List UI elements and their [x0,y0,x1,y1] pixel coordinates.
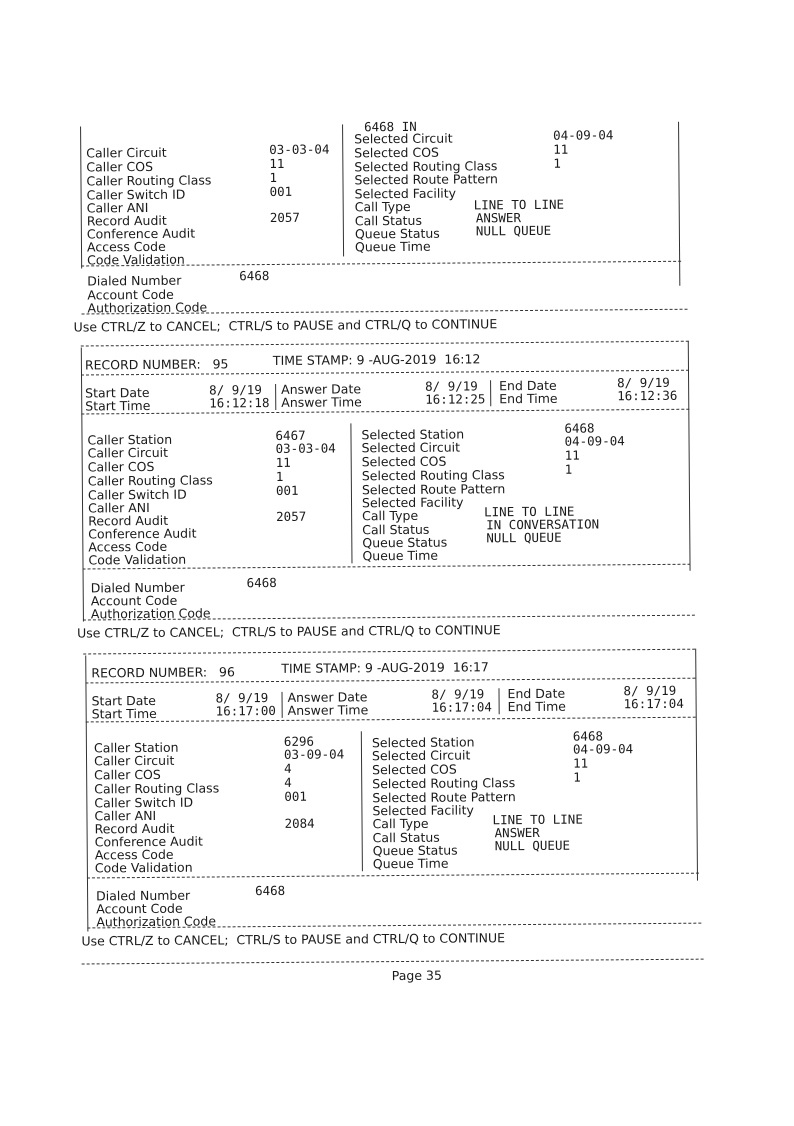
label-queue-time: Queue Time [372,855,449,872]
label-caller-cos: Caller COS [94,766,161,783]
label-queue-status: Queue Status [362,534,448,551]
queue-status-value: NULL QUEUE [475,222,552,239]
label-caller-ani: Caller ANI [87,499,150,516]
label-dialed-number: Dialed Number [90,579,185,596]
label-end-time: End Time [499,390,558,407]
selected-routing-class-value: 1 [573,769,581,785]
call-status-value: ANSWER [494,824,540,841]
label-conference-audit: Conference Audit [88,525,197,542]
call-status-value: IN CONVERSATION [486,516,600,533]
caller-circuit-value: 03-03-04 [275,440,336,456]
label-selected-circuit: Selected Circuit [354,130,453,147]
label-authorization-code: Authorization Code [96,913,217,930]
label-account-code: Account Code [96,900,183,917]
call-type-value: LINE TO LINE [492,811,583,828]
answer-time-value: 16:17:04 [431,699,492,715]
label-code-validation: Code Validation [88,551,187,568]
record-number-label: RECORD NUMBER: 96 [91,664,235,681]
page-number: Page 35 [391,967,442,984]
start-time-value: 16:17:00 [215,702,276,719]
label-selected-cos: Selected COS [354,144,440,161]
selected-cos-value: 11 [564,447,580,463]
label-conference-audit: Conference Audit [94,833,203,850]
record-audit-value: 2084 [284,815,315,831]
label-caller-switch-id: Caller Switch ID [86,186,186,203]
label-caller-cos: Caller COS [87,458,155,475]
label-selected-circuit: Selected Circuit [361,439,461,456]
selected-station-value: 6468 IN [364,118,417,135]
label-caller-circuit: Caller Circuit [93,752,175,769]
label-selected-routing-class: Selected Routing Class [372,775,516,792]
selected-cos-value: 11 [553,141,569,157]
label-start-date: Start Date [85,384,150,401]
label-selected-station: Selected Station [361,426,465,443]
caller-circuit-value: 03-03-04 [269,141,330,158]
selected-circuit-value: 04-09-04 [553,127,614,143]
label-caller-routing-class: Caller Routing Class [94,780,220,797]
time-stamp-value: 9 -AUG-2019 16:12 [356,351,481,368]
caller-switch-id-value: 001 [269,183,293,200]
selected-routing-class-value: 1 [564,461,573,477]
queue-status-value: NULL QUEUE [486,529,562,546]
label-selected-facility: Selected Facility [354,185,457,202]
record-number-label: RECORD NUMBER: 95 [84,356,229,373]
label-selected-station: Selected Station [371,734,475,751]
selected-routing-class-value: 1 [553,155,561,171]
partial-record [0,0,790,335]
time-stamp: TIME STAMP: 9 -AUG-2019 16:12 [272,351,481,368]
record-number-value: 95 [212,356,229,372]
caller-switch-id-value: 001 [284,788,307,804]
label-caller-circuit: Caller Circuit [86,144,167,161]
label-selected-facility: Selected Facility [372,802,474,819]
label-end-date: End Date [499,377,557,394]
label-call-type: Call Type [362,507,419,524]
label-call-type: Call Type [372,815,429,832]
label-answer-date: Answer Date [287,689,368,705]
label-caller-cos: Caller COS [86,158,154,175]
answer-date-value: 8/ 9/19 [425,378,478,394]
caller-circuit-value: 03-09-04 [283,746,345,762]
call-type-value: LINE TO LINE [473,196,565,213]
start-date-value: 8/ 9/19 [215,690,269,706]
caller-routing-class-value: 1 [275,468,284,484]
call-status-value: ANSWER [475,210,522,226]
selected-station-value: 6468 [572,728,604,744]
record-number-value: 96 [218,664,235,680]
label-account-code: Account Code [90,592,178,609]
label-call-status: Call Status [372,829,440,846]
label-selected-route-pattern: Selected Route Pattern [354,171,498,188]
label-dialed-number: Dialed Number [96,887,191,904]
start-time-value: 16:12:18 [209,395,270,411]
call-record-95 [0,340,793,641]
label-call-status: Call Status [354,212,423,229]
dialed-number-value: 6468 [255,882,286,899]
keyboard-prompt: Use CTRL/Z to CANCEL; CTRL/S to PAUSE and CTRL/Q to CONTINUE [73,316,498,335]
caller-routing-class-value: 1 [269,169,278,186]
label-account-code: Account Code [87,286,174,303]
label-selected-route-pattern: Selected Route Pattern [372,789,516,806]
label-queue-status: Queue Status [354,225,440,242]
label-access-code: Access Code [94,846,174,863]
label-answer-time: Answer Time [287,702,369,718]
label-caller-switch-id: Caller Switch ID [94,794,194,811]
time-stamp-value: 9 -AUG-2019 16:17 [364,659,489,676]
label-queue-time: Queue Time [354,238,431,255]
queue-status-value: NULL QUEUE [494,837,571,854]
label-access-code: Access Code [88,538,168,555]
label-selected-routing-class: Selected Routing Class [354,158,498,175]
label-selected-route-pattern: Selected Route Pattern [361,481,506,498]
label-selected-routing-class: Selected Routing Class [361,467,505,484]
dialed-number-value: 6468 [239,268,270,284]
time-stamp: TIME STAMP: 9 -AUG-2019 16:17 [281,659,489,676]
label-record-audit: Record Audit [94,820,175,837]
label-access-code: Access Code [86,238,166,255]
label-caller-switch-id: Caller Switch ID [87,486,187,503]
caller-switch-id-value: 001 [275,482,299,498]
label-end-time: End Time [507,698,567,715]
label-conference-audit: Conference Audit [86,225,196,242]
end-time-value: 16:17:04 [623,695,684,712]
selected-cos-value: 11 [573,755,589,771]
label-caller-circuit: Caller Circuit [87,444,169,461]
label-caller-ani: Caller ANI [94,807,157,824]
selected-circuit-value: 04-09-04 [564,433,625,449]
keyboard-prompt: Use CTRL/Z to CANCEL; CTRL/S to PAUSE and CTRL/Q to CONTINUE [81,930,506,949]
caller-routing-class-value: 4 [284,774,292,790]
label-caller-station: Caller Station [93,739,179,756]
label-code-validation: Code Validation [87,251,185,268]
start-date-value: 8/ 9/19 [209,382,262,398]
caller-station-value: 6467 [275,427,306,443]
keyboard-prompt: Use CTRL/Z to CANCEL; CTRL/S to PAUSE and CTRL/Q to CONTINUE [76,622,501,641]
label-end-date: End Date [507,685,566,702]
label-selected-cos: Selected COS [372,761,457,778]
caller-cos-value: 11 [275,454,291,470]
label-record-audit: Record Audit [88,512,169,529]
label-start-date: Start Date [91,692,157,709]
label-selected-facility: Selected Facility [361,494,464,511]
label-queue-time: Queue Time [362,547,439,564]
selected-circuit-value: 04-09-04 [572,741,634,757]
label-start-time: Start Time [91,705,157,722]
label-authorization-code: Authorization Code [87,299,208,316]
label-call-status: Call Status [362,521,430,538]
selected-station-value: 6468 [564,420,595,436]
label-selected-cos: Selected COS [361,453,447,470]
label-caller-station: Caller Station [87,431,173,448]
call-type-value: LINE TO LINE [484,503,575,520]
dialed-number-value: 6468 [246,574,277,591]
label-queue-status: Queue Status [372,842,458,859]
end-date-value: 8/ 9/19 [617,374,670,391]
end-date-value: 8/ 9/19 [623,682,677,699]
caller-station-value: 6296 [283,733,315,749]
label-selected-circuit: Selected Circuit [371,747,471,764]
label-record-audit: Record Audit [86,212,167,229]
label-start-time: Start Time [85,397,151,414]
label-caller-ani: Caller ANI [86,199,149,216]
record-audit-value: 2057 [276,508,307,524]
label-answer-date: Answer Date [281,381,362,397]
label-call-type: Call Type [354,198,411,215]
caller-cos-value: 4 [284,760,292,776]
record-audit-value: 2057 [269,209,300,226]
end-time-value: 16:12:36 [617,387,678,404]
call-record-96 [1,648,794,984]
answer-time-value: 16:12:25 [425,391,486,407]
label-dialed-number: Dialed Number [87,272,182,289]
label-caller-routing-class: Caller Routing Class [87,472,213,489]
answer-date-value: 8/ 9/19 [431,686,485,702]
label-code-validation: Code Validation [94,859,193,876]
caller-cos-value: 11 [269,155,285,172]
label-authorization-code: Authorization Code [90,605,211,622]
label-answer-time: Answer Time [281,394,362,410]
label-caller-routing-class: Caller Routing Class [86,172,212,189]
